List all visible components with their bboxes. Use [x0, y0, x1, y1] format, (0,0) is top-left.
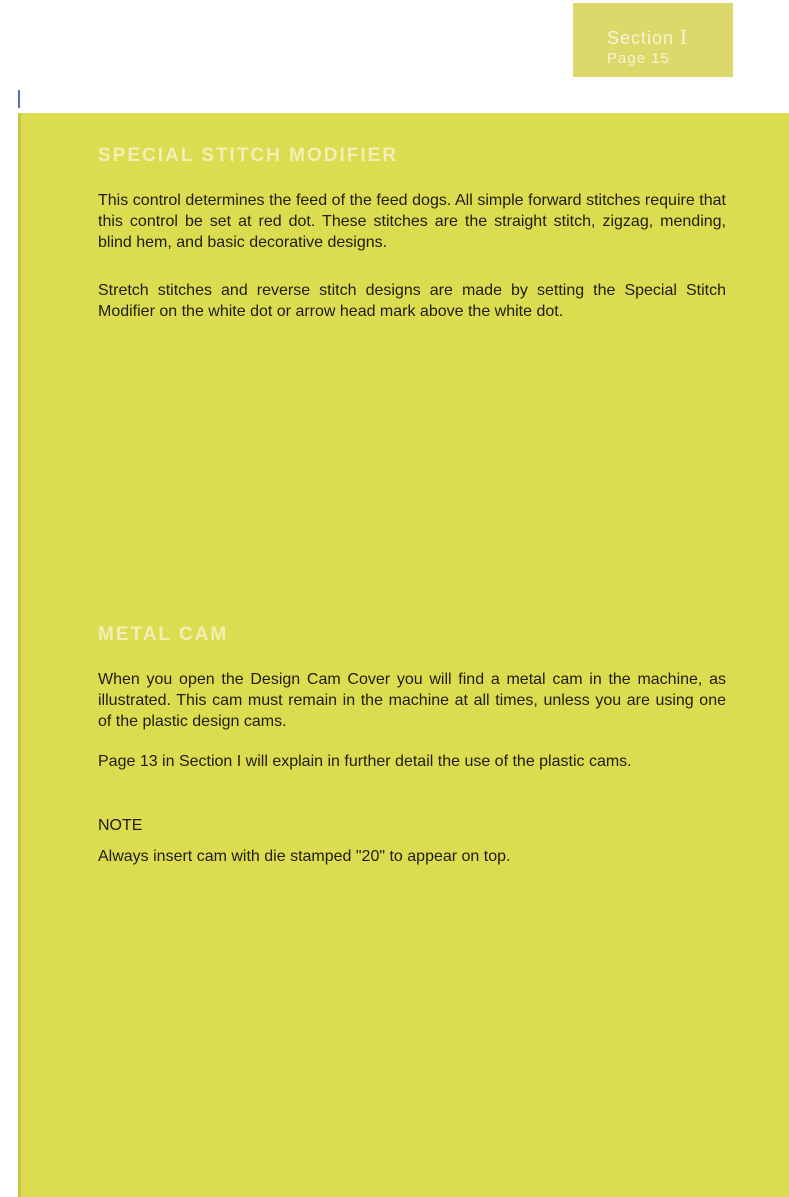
page-label: Page 15: [607, 50, 670, 67]
section-page-tab: [573, 3, 733, 77]
heading-special-stitch-modifier: SPECIAL STITCH MODIFIER: [98, 145, 399, 166]
paragraph-plastic-cams: Page 13 in Section I will explain in further detail the use of the plastic cams.: [98, 753, 632, 770]
panel-edge: [18, 113, 21, 1197]
paragraph-stretch-stitches: Stretch stitches and reverse stitch designs are made by setting the Special Stitch Modifier on the white dot or arrow head mark above the white dot.: [98, 282, 726, 320]
paragraph-feed-control: This control determines the feed of the feed dogs. All simple forward stitches require that this control be set at red dot. These stitches are the straight stitch, zigzag, mending, blind hem, and basic decorative designs.: [98, 192, 726, 251]
note-text: Always insert cam with die stamped "20" to appear on top.: [98, 848, 511, 865]
note-label: NOTE: [98, 817, 143, 834]
paragraph-design-cam-cover: When you open the Design Cam Cover you will find a metal cam in the machine, as illustrated. This cam must remain in the machine at all times, unless you are using one of the plastic design cams.: [98, 671, 726, 730]
content-panel: [20, 113, 789, 1197]
section-label: Section I: [607, 25, 689, 49]
section-number: I: [680, 25, 689, 49]
heading-metal-cam: METAL CAM: [98, 624, 229, 645]
margin-rule: [18, 90, 20, 108]
